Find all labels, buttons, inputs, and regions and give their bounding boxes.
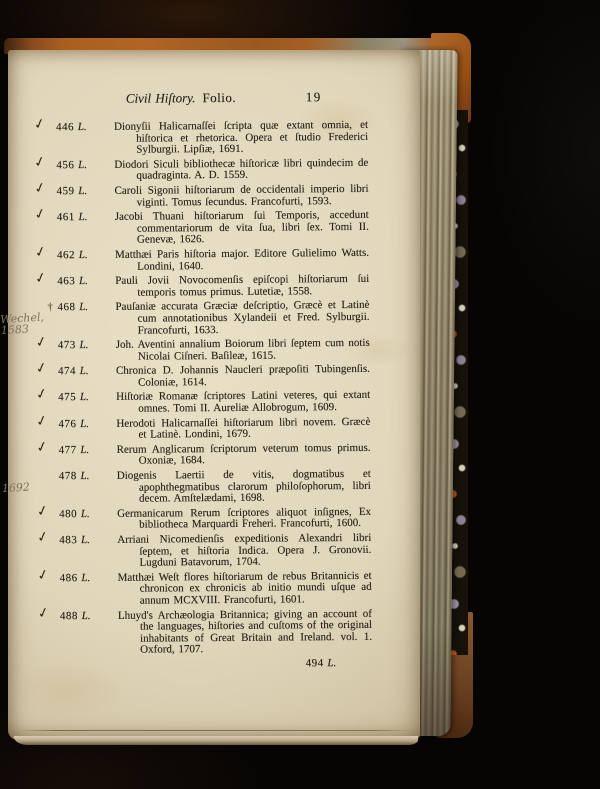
entry-text: Pauli Jovii Novocomenſis epiſcopi hiſtoriarum ſui temporis tomus primus. Lutetiæ, 1558. <box>115 272 370 299</box>
running-title <box>126 90 236 106</box>
catalog-entry <box>35 603 373 657</box>
format-letter: L. <box>80 417 90 430</box>
entry-text: Caroli Sigonii hiſtoriarum de occidentali imperio libri viginti. Tomus ſecundus. Francofurti, 1593. <box>114 182 369 209</box>
entry-number: 461 <box>56 211 75 224</box>
owner-check-mark: ✓ <box>35 528 51 547</box>
catalog-entry <box>34 411 371 442</box>
entry-number-block <box>56 186 114 198</box>
entry-text: Herodoti Halicarnaſſei hiſtoriarum libri novem. Græcè et Latinè. Londini, 1679. <box>116 415 371 441</box>
entry-number: 478 <box>58 470 77 483</box>
format-letter: L. <box>78 248 88 261</box>
entry-text: Germanicarum Rerum ſcriptores aliquot inſignes, Ex bibliotheca Marquardi Freheri. Francofurti, 1600. <box>116 505 372 531</box>
entry-number-block <box>57 302 115 314</box>
entry-number-block <box>58 366 116 378</box>
catalog-entry <box>33 269 370 300</box>
catchword-format-letter: L. <box>327 656 337 670</box>
entry-text: Arriani Nicomedienſis expeditionis Alexandri libri ſeptem, et hiſtoria Indica. Opera J. Gronovii. Lugduni Batavorum, 1704. <box>117 531 372 569</box>
entry-text: Lhuyd's Archæologia Britannica; giving an account of the languages, hiſtories and cuſtoms of the original inhabitants of Great Britain and Ireland. vol. 1. Oxford, 1707. <box>117 607 373 656</box>
catalog-entry <box>35 565 372 608</box>
entry-number-block <box>57 276 115 288</box>
catalog-entry <box>1 467 371 506</box>
format-letter: L. <box>78 158 87 171</box>
entry-number: 488 <box>59 609 78 622</box>
format-letter: L. <box>80 470 90 483</box>
entry-text: Rerum Anglicarum ſcriptorum veterum tomus primus. Oxoniæ, 1684. <box>116 441 371 468</box>
owner-check-mark: ✓ <box>33 269 49 288</box>
entry-number: 468 <box>57 301 76 314</box>
format-letter: L. <box>81 609 91 622</box>
owner-check-mark: ✓ <box>33 359 50 378</box>
entry-number: 475 <box>58 391 77 404</box>
entry-text: Pauſaniæ accurata Græciæ deſcriptio, Græcè et Latinè cum annotationibus Xylandeii et Fred. Sylburgii. Francofurti, 1633. <box>115 299 370 337</box>
format-heading: Folio. <box>202 89 237 106</box>
owner-check-mark: ✓ <box>35 603 52 623</box>
catalog-entry <box>0 299 370 338</box>
entry-number: 456 <box>56 158 75 172</box>
catalog-entry <box>32 205 369 247</box>
entry-number-block <box>56 122 114 134</box>
catalog-entry <box>35 501 372 533</box>
section-title: Civil Hiſtory. <box>125 90 196 106</box>
owner-check-mark: ✓ <box>35 501 51 521</box>
entry-text: Joh. Aventini annalium Boiorum libri ſeptem cum notis Nicolai Ciſneri. Baſileæ, 1615. <box>115 336 370 363</box>
owner-check-mark: ✓ <box>32 205 49 224</box>
entry-number-block <box>58 392 116 404</box>
entry-text: Hiſtoriæ Romanæ ſcriptores Latini veteres, qui extant omnes. Tomi II. Aureliæ Allobrogum, 1609. <box>116 389 371 415</box>
catalog-entry <box>33 333 370 364</box>
entry-number-block <box>58 418 116 430</box>
entry-number-block <box>59 471 117 483</box>
entry-number-block <box>60 610 118 622</box>
format-letter: L. <box>79 301 89 314</box>
catalog-entry <box>32 243 370 274</box>
format-letter: L. <box>79 339 89 352</box>
handwritten-margin-note: 1692 <box>1 480 31 496</box>
entry-number-block <box>59 445 117 457</box>
entry-number-block <box>58 340 116 352</box>
printed-dagger-mark: † <box>47 301 53 314</box>
format-letter: L. <box>81 571 91 584</box>
entry-number-block <box>59 509 117 521</box>
catalog-entry <box>33 359 370 390</box>
entry-number: 459 <box>56 185 75 198</box>
format-letter: L. <box>80 533 90 547</box>
format-letter: L. <box>78 275 88 288</box>
owner-check-mark: ✓ <box>34 411 50 431</box>
entry-text: Jacobi Thuani hiſtoriarum ſui Temporis, accedunt commentariorum de vita ſua, libri ſex. Tomi II. Genevæ, 1626. <box>114 208 369 246</box>
format-letter: L. <box>80 443 90 456</box>
entry-number: 483 <box>59 534 78 547</box>
entry-number: 462 <box>56 249 76 262</box>
running-header <box>56 89 368 113</box>
entry-number: 473 <box>57 339 76 352</box>
catalog-entry <box>34 438 371 469</box>
format-letter: L. <box>80 507 90 520</box>
entry-number: 477 <box>58 443 77 457</box>
entry-number-block <box>56 160 114 172</box>
entry-text: Diogenis Laertii de vitis, dogmatibus et apophthegmatibus clarorum philoſophorum, libri decem. Amſtelædami, 1698. <box>116 467 371 505</box>
catalog-entry <box>32 179 369 210</box>
format-letter: L. <box>79 391 89 404</box>
entry-text: Dionyſii Halicarnaſſei ſcripta quæ extant omnia, et hiſtorica et rhetorica. Opera et ſtudio Frederici Sylburgii. Lipſiæ, 1691. <box>113 118 369 156</box>
entry-text: Matthæi Weſt flores hiſtoriarum de rebus Britannicis et chronicon ex chronicis ab initio mundi uſque ad annum MCXVIII. Francofurti, 1601. <box>117 569 372 607</box>
entry-text: Diodori Siculi bibliothecæ hiſtoricæ libri quindecim de quadraginta. A. D. 1559. <box>114 156 369 182</box>
entry-number: 474 <box>57 365 76 378</box>
owner-check-mark: ✓ <box>35 565 51 585</box>
catalog-entry <box>31 115 369 157</box>
owner-check-mark: ✓ <box>32 179 48 198</box>
owner-check-mark: ✓ <box>33 333 50 352</box>
handwritten-margin-note: Wechel, 1583 <box>0 310 45 338</box>
catchword <box>60 658 372 672</box>
entries-list <box>0 115 373 657</box>
entry-text: Matthæi Paris hiſtoria major. Editore Gulielimo Watts. Londini, 1640. <box>114 246 370 273</box>
entry-number: 446 <box>55 121 75 134</box>
entry-number-block <box>60 573 118 585</box>
format-letter: L. <box>78 184 88 198</box>
entry-number-block <box>57 250 115 262</box>
entry-text: Chronica D. Johannis Naucleri præpoſiti Tubingenſis. Coloniæ, 1614. <box>115 363 370 389</box>
owner-check-mark: ✓ <box>31 115 48 134</box>
owner-check-mark: ✓ <box>32 152 48 172</box>
format-letter: L. <box>79 365 89 378</box>
catalog-entry <box>34 385 371 416</box>
catalog-entry <box>32 152 369 184</box>
entry-number-block <box>57 212 115 224</box>
entry-number-block <box>59 535 117 547</box>
entry-number: 463 <box>57 275 76 288</box>
page-number: 19 <box>305 89 322 105</box>
printed-text-block <box>0 89 373 672</box>
format-letter: L. <box>78 211 88 224</box>
catalog-entry <box>35 528 372 570</box>
entry-number: 486 <box>59 571 78 585</box>
catchword-number: 494 <box>305 657 324 670</box>
owner-check-mark: ✓ <box>32 243 49 262</box>
entry-number: 476 <box>58 417 77 430</box>
owner-check-mark: ✓ <box>34 385 50 405</box>
format-letter: L. <box>77 120 87 134</box>
book-page <box>0 50 420 740</box>
owner-check-mark: ✓ <box>34 438 50 457</box>
entry-number: 480 <box>58 507 78 521</box>
